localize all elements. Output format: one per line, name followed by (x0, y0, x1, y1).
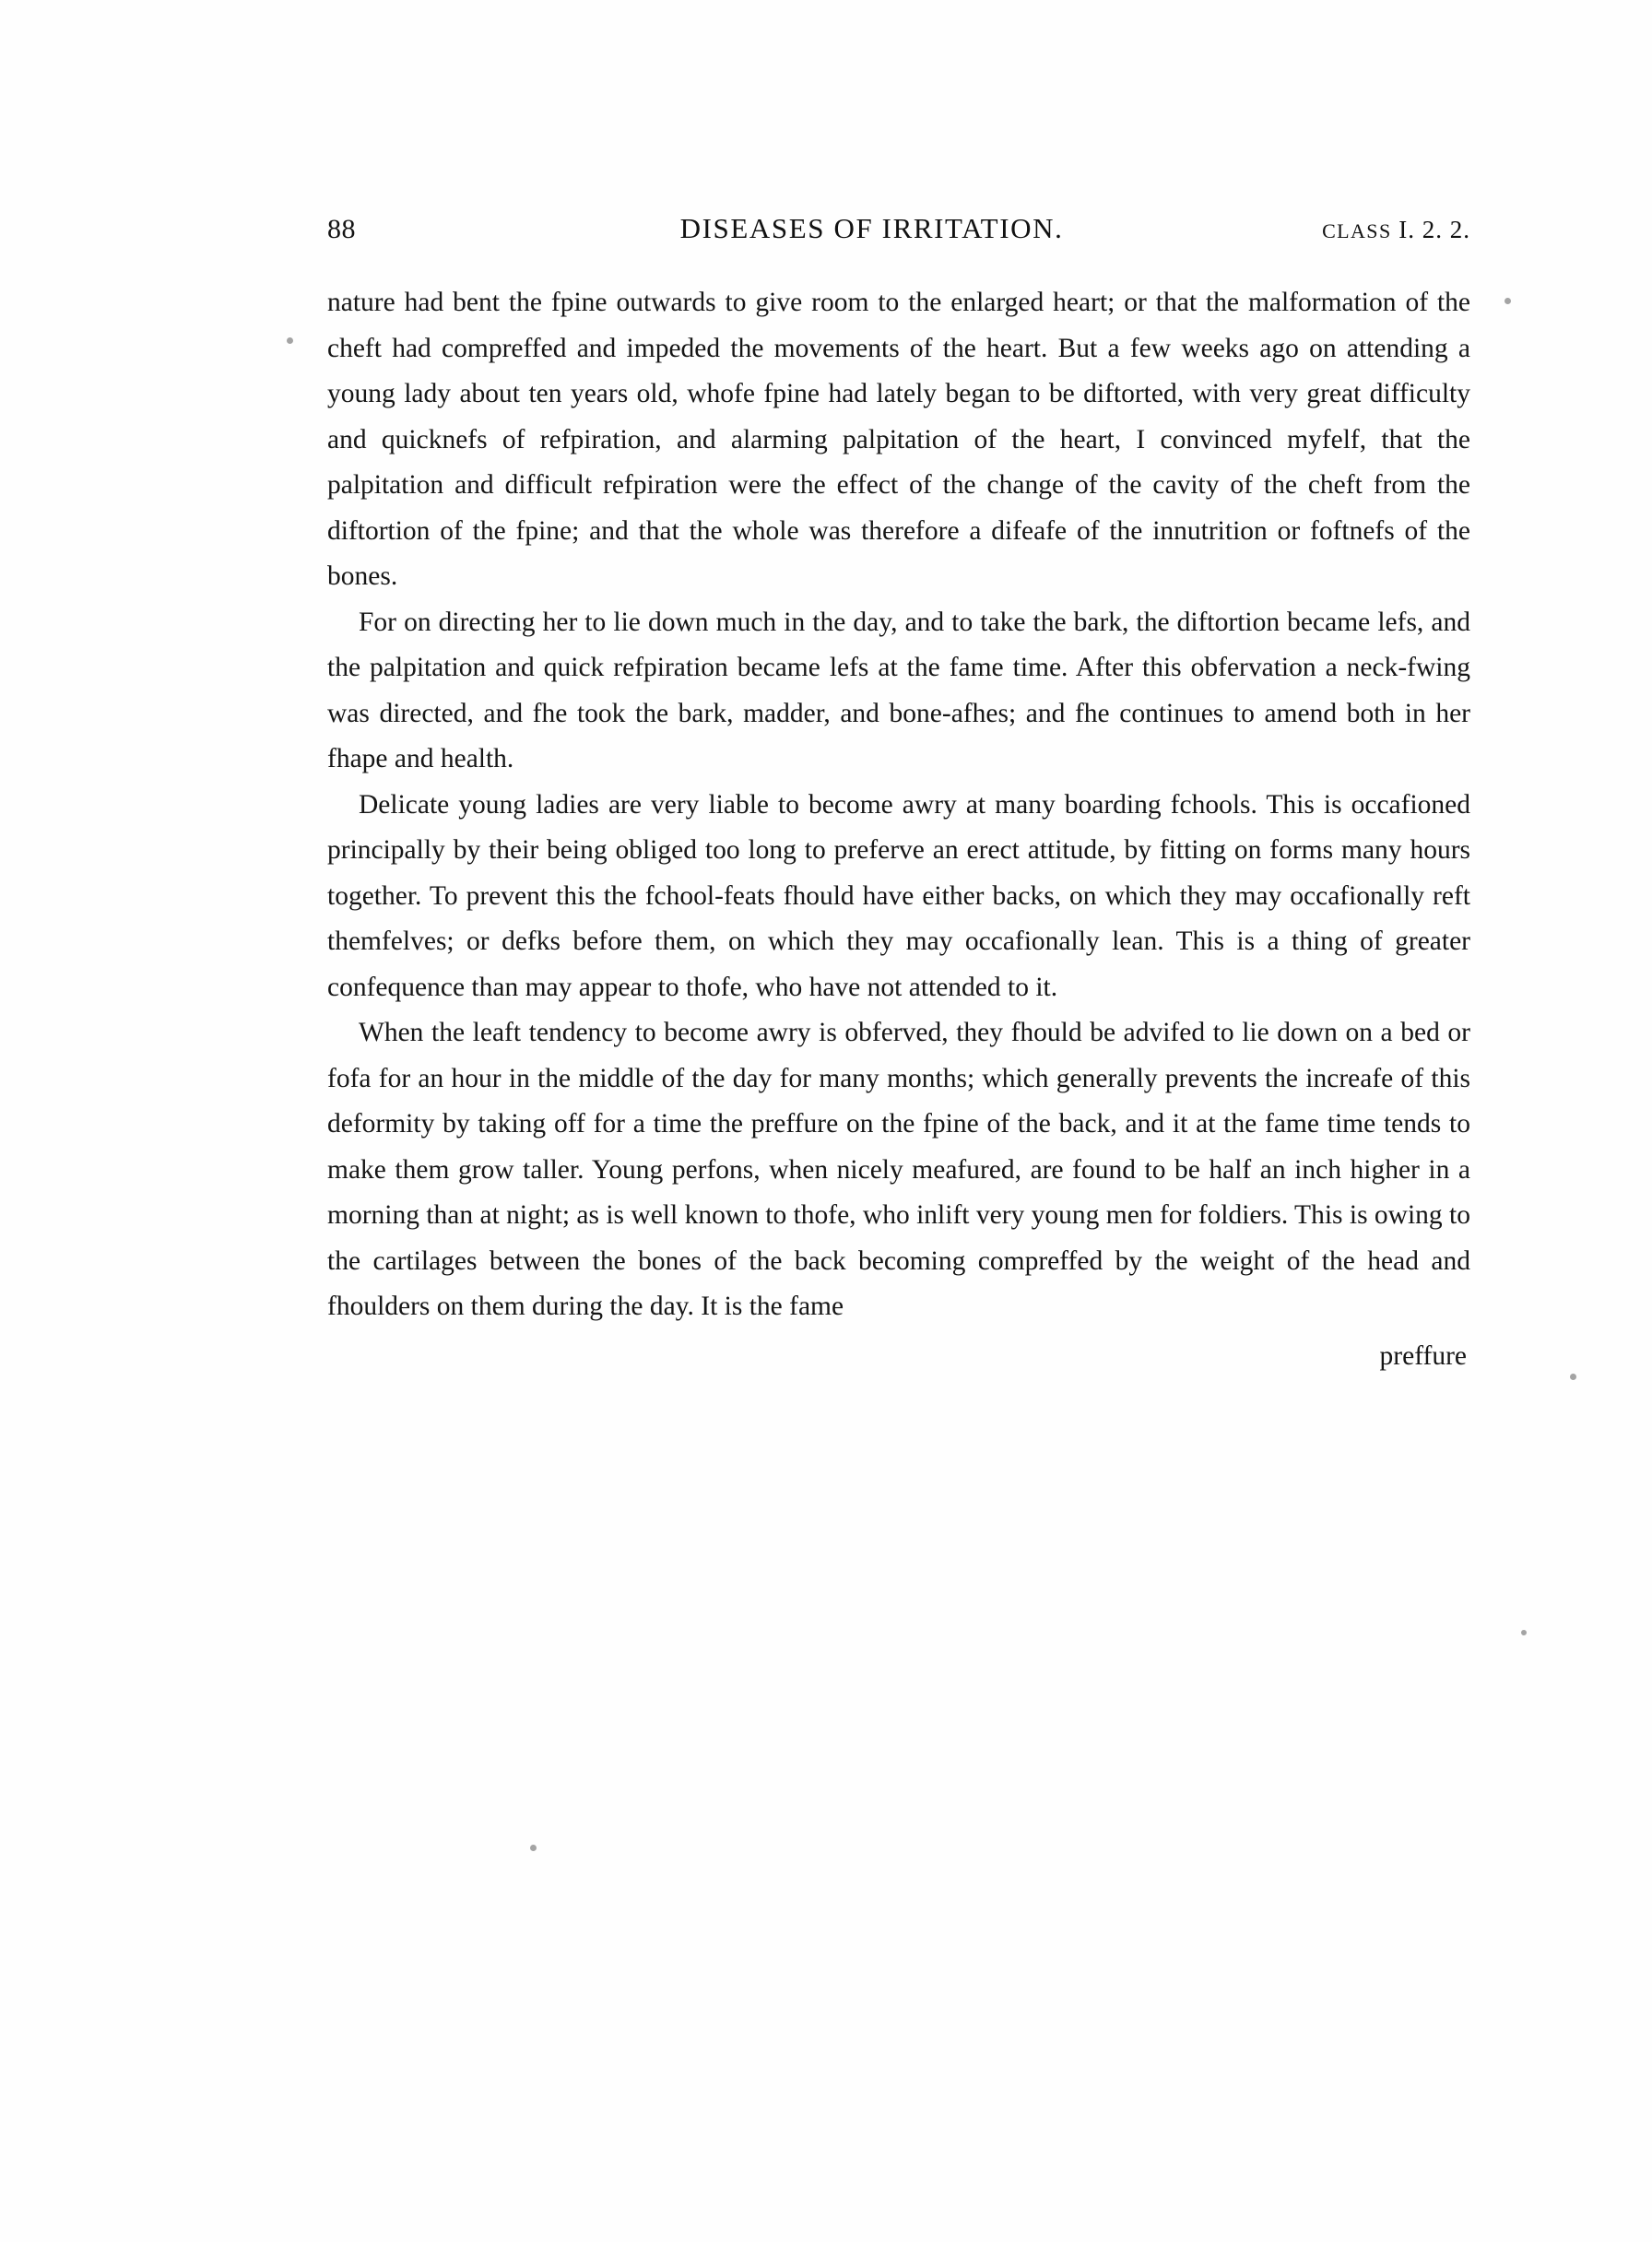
catchword: preffure (1379, 1340, 1467, 1371)
paragraph-2: For on directing her to lie down much in the day, and to take the bark, the diftortion became lefs, and the palpitation and quick refpiration became lefs at the fame time. After this obfervation a neck-fwing was directed, and fhe took the bark, madder, and bone-afhes; and fhe continues to amend both in her fhape and health. (327, 607, 1470, 773)
running-head (327, 212, 1470, 245)
ink-speck (530, 1845, 537, 1851)
page-content (327, 212, 1470, 1379)
paragraph-3: Delicate young ladies are very liable to become awry at many boarding fchools. This is occafioned principally by their being obliged too long to preferve an erect attitude, by fitting on forms many hours together. To prevent this the fchool-feats fhould have either backs, on which they may occafionally reft themfelves; or defks before them, on which they may occafionally lean. This is a thing of greater confequence than may appear to thofe, who have not attended to it. (327, 789, 1470, 1002)
body-text (327, 280, 1470, 1379)
class-label: CLASS (1322, 219, 1392, 242)
class-roman: I. (1398, 216, 1416, 243)
ink-speck (1504, 298, 1511, 304)
class-numbers: 2. 2. (1422, 216, 1470, 243)
paragraph-4: When the leaft tendency to become awry is obferved, they fhould be advifed to lie down on a bed or fofa for an hour in the middle of the day for many months; which generally prevents the increafe of this deformity by taking off for a time the preffure on the fpine of the back, and it at the fame time tends to make them grow taller. Young perfons, when nicely meafured, are found to be half an inch higher in a morning than at night; as is well known to thofe, who inlift very young men for foldiers. This is owing to the cartilages between the bones of the back becoming compreffed by the weight of the head and fhoulders on them during the day. It is the fame (327, 1018, 1470, 1321)
ink-speck (287, 337, 293, 344)
page-number: 88 (327, 214, 356, 244)
page-title: DISEASES OF IRRITATION. (679, 212, 1064, 244)
class-reference (1305, 216, 1470, 244)
ink-speck (1570, 1374, 1576, 1380)
ink-speck (1521, 1630, 1527, 1635)
paragraph-1: nature had bent the fpine outwards to give room to the enlarged heart; or that the malformation of the cheft had compreffed and impeded the movements of the heart. But a few weeks ago on attending a young lady about ten years old, whofe fpine had lately began to be diftorted, with very great difficulty and quicknefs of refpiration, and alarming palpitation of the heart, I convinced myfelf, that the palpitation and difficult refpiration were the effect of the change of the cavity of the cheft from the diftortion of the fpine; and that the whole was therefore a difeafe of the innutrition or foftnefs of the bones. (327, 288, 1470, 591)
